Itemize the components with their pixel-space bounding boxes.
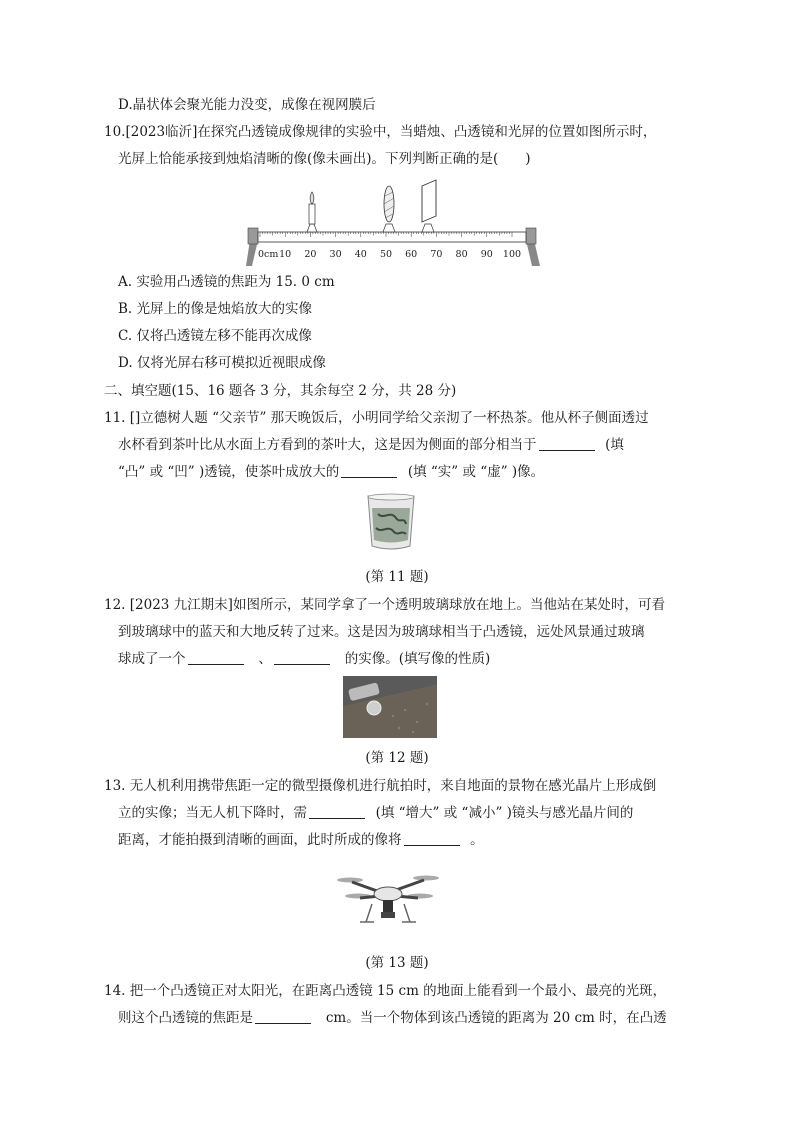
ruler-tick-label: 60 (405, 249, 418, 260)
q11-text-3a: “凸” 或 “凹” )透镜，使茶叶成放大的 (118, 464, 340, 480)
drone-photo (336, 856, 440, 936)
ruler-tick-label: 20 (304, 249, 317, 260)
q10-option-b: B. 光屏上的像是烛焰放大的实像 (118, 301, 313, 317)
ruler-zero-label: 0cm (258, 249, 279, 260)
left-end-block (248, 228, 258, 244)
q11-stem-line1: 11. []立德树人题 “父亲节” 那天晚饭后，小明同学给父亲沏了一杯热茶。他从杯子侧面透过 (104, 410, 649, 426)
q14-stem-line1: 14. 把一个凸透镜正对太阳光，在距离凸透镜 15 cm 的地面上能看到一个最小、最亮的光斑， (104, 983, 667, 999)
q13-blank-1[interactable] (309, 804, 365, 819)
q11-stem-line2 (118, 435, 624, 455)
q11-text-2a: 水杯看到茶叶比从水面上方看到的茶叶大，这是因为侧面的部分相当于 (118, 437, 537, 453)
q9-option-d: D.晶状体会聚光能力没变，成像在视网膜后 (118, 97, 376, 113)
ruler-tick-label: 80 (455, 249, 468, 260)
q13-text-3b: 。 (470, 832, 484, 848)
optical-bench-figure (246, 178, 546, 270)
bench-rail (258, 232, 526, 242)
q12-stem-line3 (118, 649, 490, 669)
light-screen (422, 180, 436, 232)
q10-stem-line1: 10.[2023临沂]在探究凸透镜成像规律的实验中，当蜡烛、凸透镜和光屏的位置如图所示时， (104, 124, 657, 140)
ruler-tick-label: 90 (480, 249, 493, 260)
q10-option-a: A. 实验用凸透镜的焦距为 15. 0 cm (118, 274, 335, 290)
q12-text-3b: 、 (258, 651, 272, 667)
q12-text-3c: 的实像。(填写像的性质) (344, 651, 491, 667)
q10-option-c: C. 仅将凸透镜左移不能再次成像 (118, 328, 312, 344)
q12-stem-line1: 12. [2023 九江期末]如图所示，某同学拿了一个透明玻璃球放在地上。当他站在某处时，可看 (104, 597, 665, 613)
q11-text-3b: (填 “实” 或 “虚” )像。 (407, 464, 545, 480)
q14-blank-1[interactable] (255, 1009, 311, 1024)
q12-blank-2[interactable] (274, 650, 330, 665)
section-heading: 二、填空题(15、16 题各 3 分，其余每空 2 分，共 28 分) (104, 383, 457, 399)
ruler-tick-label: 30 (329, 249, 342, 260)
q10-stem-line2: 光屏上恰能承接到烛焰清晰的像(像未画出)。下列判断正确的是( ) (118, 151, 531, 167)
q14-stem-line2 (118, 1008, 667, 1028)
q12-stem-line2: 到玻璃球中的蓝天和大地反转了过来。这是因为玻璃球相当于凸透镜，远处风景通过玻璃 (118, 624, 645, 640)
q11-blank-2[interactable] (341, 463, 397, 478)
q13-blank-2[interactable] (404, 831, 460, 846)
q11-blank-1[interactable] (539, 436, 595, 451)
q14-text-2b: cm。当一个物体到该凸透镜的距离为 20 cm 时，在凸透 (325, 1010, 667, 1026)
ruler-tick-label: 10 (279, 249, 292, 260)
convex-lens (383, 186, 395, 232)
q10-option-d: D. 仅将光屏右移可模拟近视眼成像 (118, 355, 326, 371)
tea-cup-photo (362, 490, 420, 552)
q13-text-2a: 立的实像；当无人机下降时，需 (118, 805, 307, 821)
ruler-tick-label: 50 (379, 249, 393, 260)
q13-text-2b: (填 “增大” 或 “减小” )镜头与感光晶片间的 (375, 805, 634, 821)
q13-text-3a: 距离，才能拍摄到清晰的画面，此时所成的像将 (118, 832, 402, 848)
flame-icon (310, 192, 314, 204)
glass-ball-icon (367, 701, 381, 715)
q13-caption: (第 13 题) (365, 955, 429, 971)
ruler-tick-label: 70 (430, 249, 443, 260)
q14-text-2a: 则这个凸透镜的焦距是 (118, 1010, 253, 1026)
q12-text-3a: 球成了一个 (118, 651, 186, 667)
q11-caption: (第 11 题) (365, 569, 429, 585)
q13-stem-line3 (118, 830, 484, 850)
q11-text-2b: (填 (605, 437, 624, 453)
right-end-block (526, 228, 536, 244)
ruler-tick-label: 100 (502, 249, 522, 260)
q12-caption: (第 12 题) (365, 750, 429, 766)
q13-stem-line2 (118, 803, 633, 823)
candle (307, 192, 317, 232)
glass-ball-photo (343, 676, 437, 738)
ruler-tick-label: 40 (354, 249, 367, 260)
q11-stem-line3 (118, 462, 544, 482)
q12-blank-1[interactable] (188, 650, 244, 665)
q13-stem-line1: 13. 无人机利用携带焦距一定的微型摄像机进行航拍时，来自地面的景物在感光晶片上形成倒 (104, 778, 657, 794)
